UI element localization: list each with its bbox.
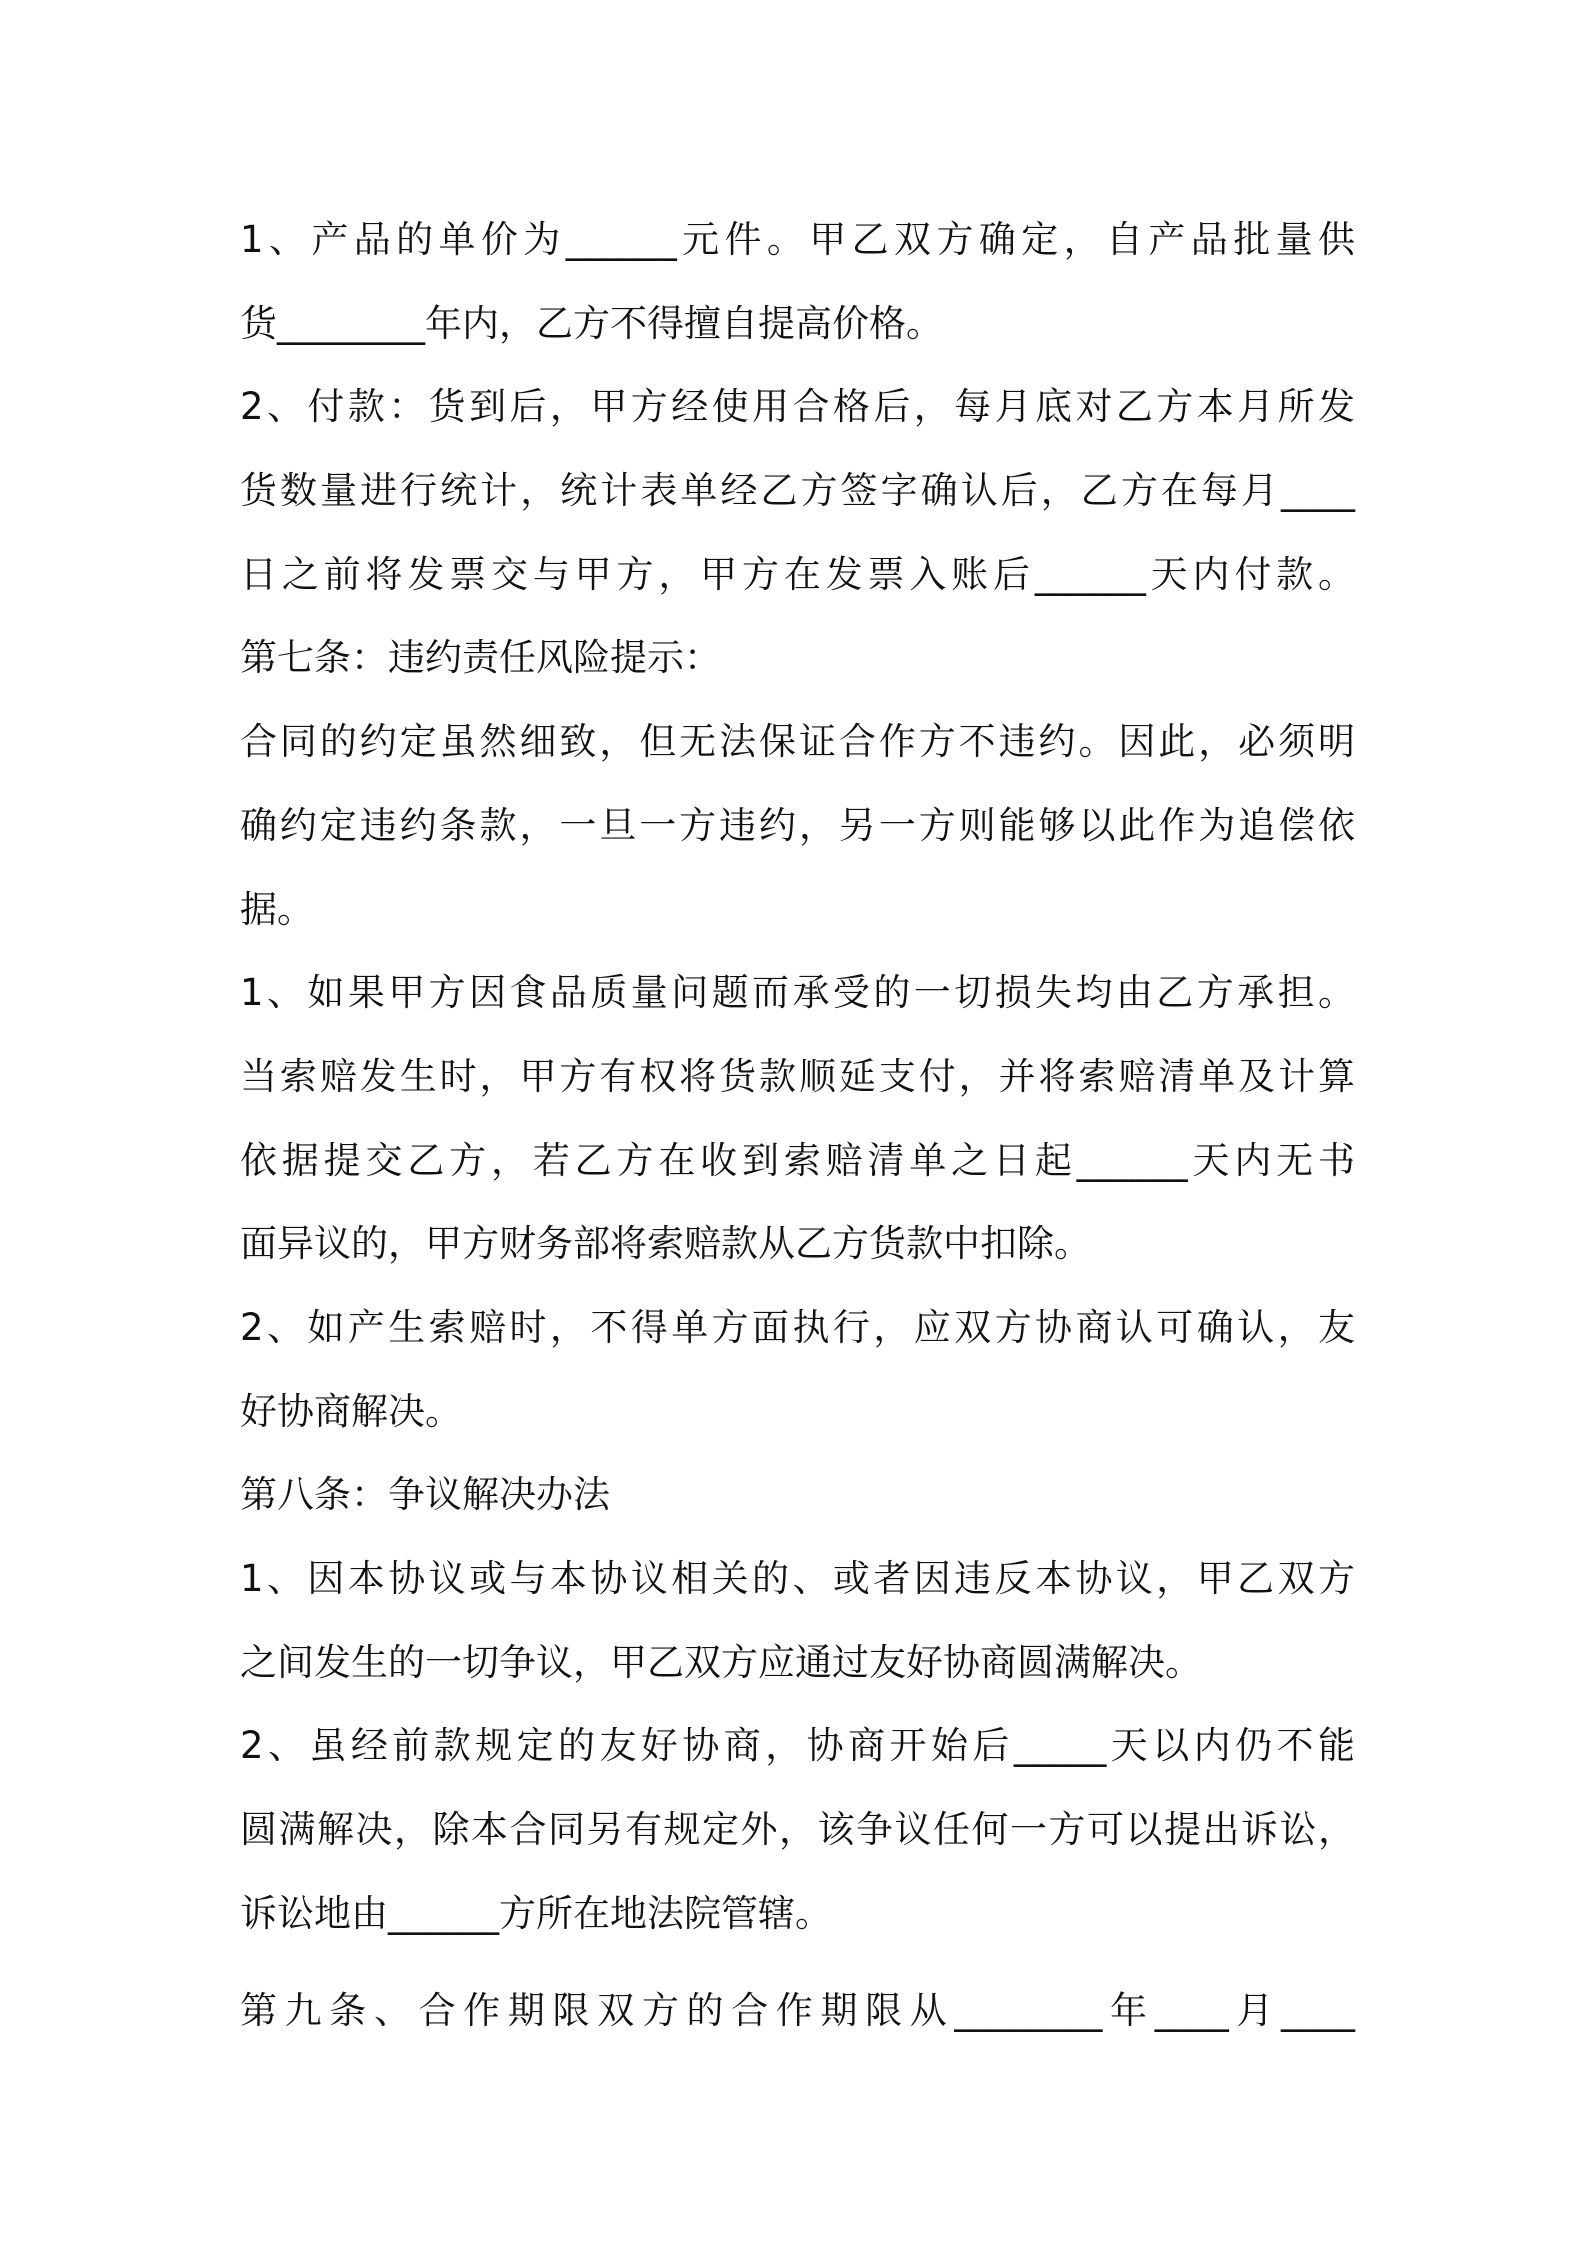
text-line: 面异议的，甲方财务部将索赔款从乙方货款中扣除。 [240,1222,1091,1266]
text-line: 当索赔发生时，甲方有权将货款顺延支付，并将索赔清单及计算 [240,1054,1355,1098]
section-heading: 第八条：争议解决办法 [240,1473,610,1517]
text-line: 依据提交乙方，若乙方在收到索赔清单之日起______天内无书 [240,1138,1355,1182]
text-line: 1、如果甲方因食品质量问题而承受的一切损失均由乙方承担。 [240,971,1355,1015]
text-line: 诉讼地由______方所在地法院管辖。 [240,1891,832,1935]
text-line: 1、产品的单价为______元件。甲乙双方确定，自产品批量供 [240,218,1355,261]
text-line: 日之前将发票交与甲方，甲方在发票入账后______天内付款。 [240,552,1355,596]
text-line: 货________年内，乙方不得擅自提高价格。 [240,301,943,345]
text-line: 2、虽经前款规定的友好协商，协商开始后_____天以内仍不能 [240,1724,1355,1768]
text-line: 据。 [240,887,314,931]
text-line: 好协商解决。 [240,1389,462,1433]
text-line: 2、付款：货到后，甲方经使用合格后，每月底对乙方本月所发 [240,385,1355,429]
text-line: 货数量进行统计，统计表单经乙方签字确认后，乙方在每月____ [240,469,1355,513]
text-line: 圆满解决，除本合同另有规定外，该争议任何一方可以提出诉讼， [240,1808,1355,1852]
text-line: 1、因本协议或与本协议相关的、或者因违反本协议，甲乙双方 [240,1557,1355,1600]
text-line: 之间发生的一切争议，甲乙双方应通过友好协商圆满解决。 [240,1640,1202,1684]
section-heading: 第七条：违约责任风险提示： [240,636,721,680]
section-heading: 第九条、合作期限双方的合作期限从________年____月____ [240,1989,1355,2033]
paragraph-gap [240,1955,1355,1969]
text-line: 2、如产生索赔时，不得单方面执行，应双方协商认可确认，友 [240,1305,1355,1349]
contract-text [240,198,1355,2053]
text-line: 合同的约定虽然细致，但无法保证合作方不违约。因此，必须明 [240,720,1355,764]
text-line: 确约定违约条款，一旦一方违约，另一方则能够以此作为追偿依 [240,803,1355,847]
